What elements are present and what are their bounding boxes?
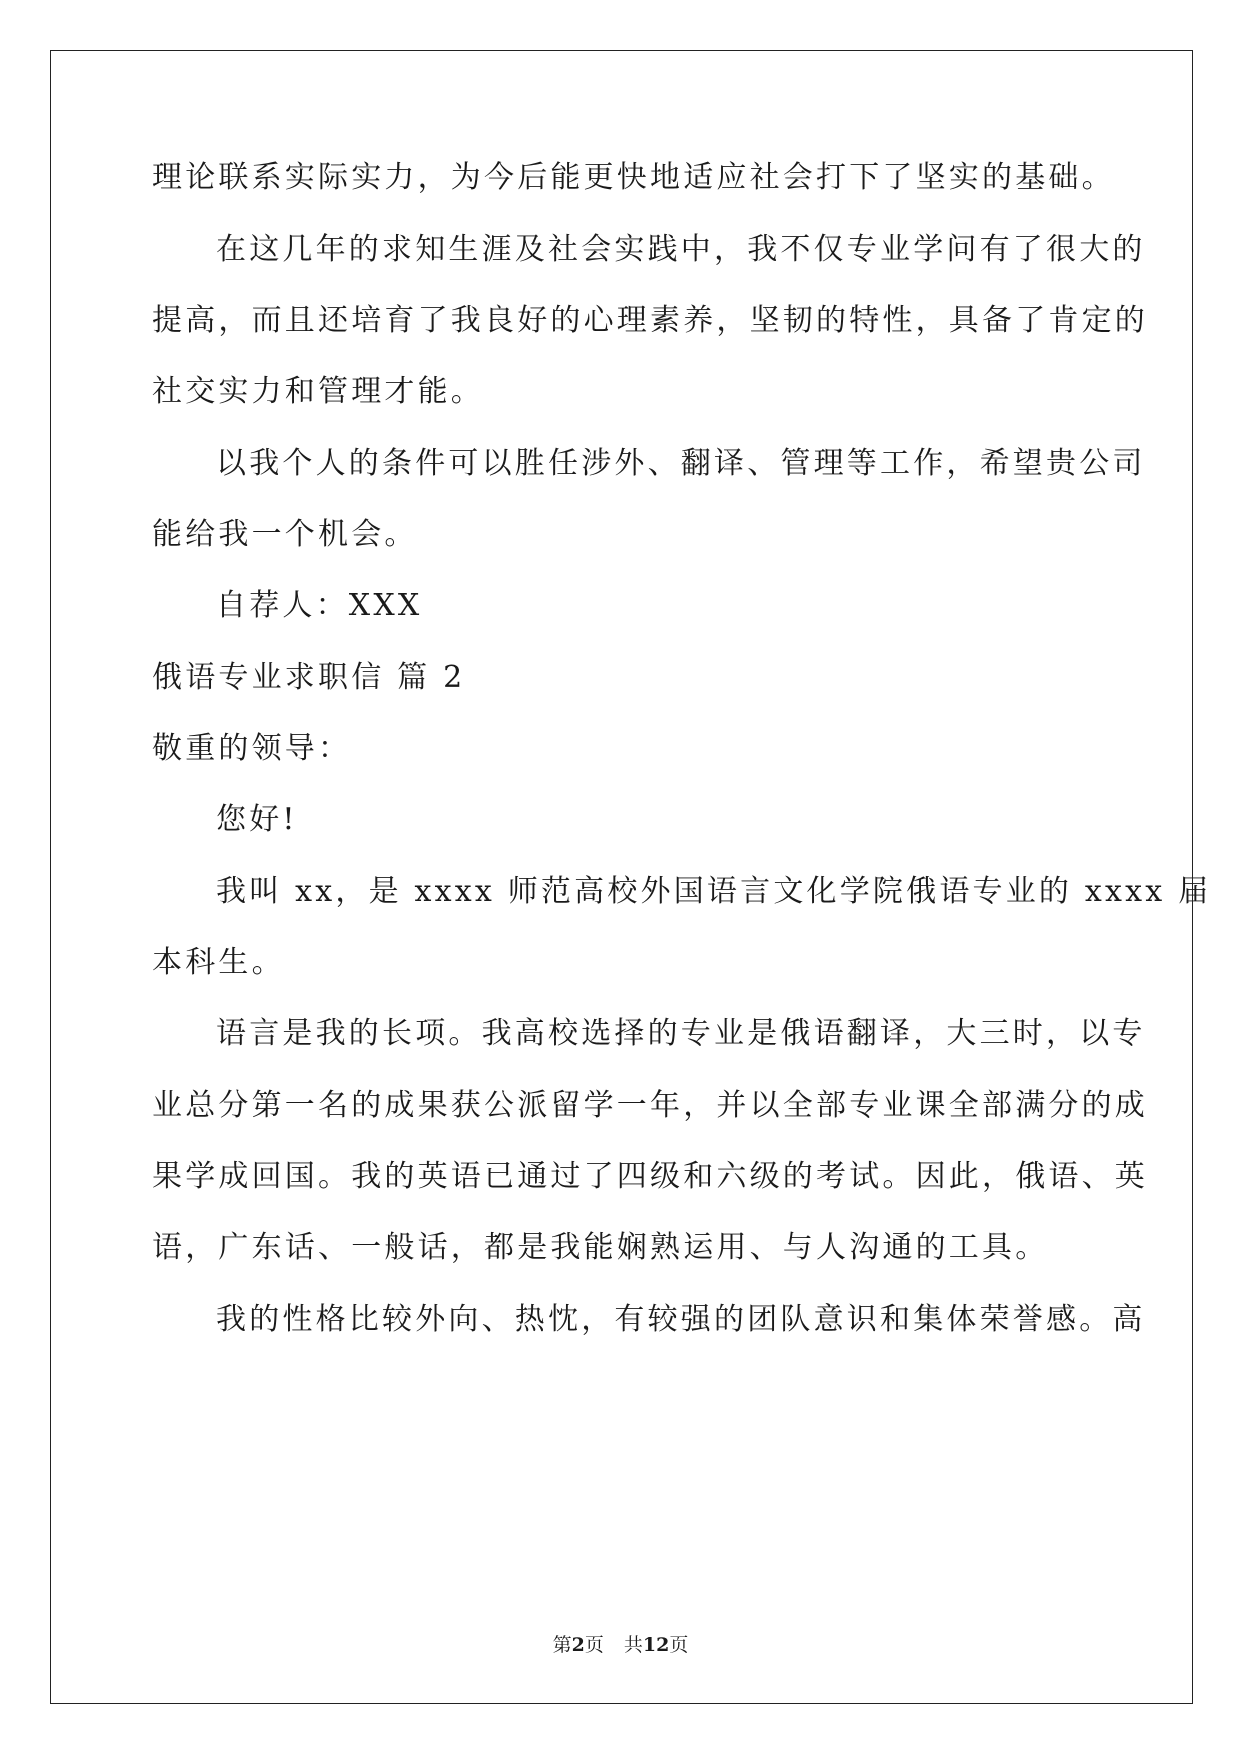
- total-suffix: 页: [669, 1634, 689, 1656]
- paragraph-start: 语言是我的长项。我高校选择的专业是俄语翻译，大三时，以专: [216, 1016, 1146, 1051]
- total-pages: 12: [642, 1634, 670, 1656]
- paragraph-start: 我叫 xx，是 xxxx 师范高校外国语言文化学院俄语专业的 xxxx 届: [216, 874, 1212, 909]
- text-line: 语，广东话、一般话，都是我能娴熟运用、与人沟通的工具。: [152, 1230, 1049, 1265]
- page-number: 2: [571, 1634, 585, 1656]
- greeting: 您好!: [216, 802, 298, 837]
- text-line: 业总分第一名的成果获公派留学一年，并以全部专业课全部满分的成: [152, 1088, 1148, 1123]
- total-prefix: 共: [623, 1634, 643, 1656]
- page-footer: [0, 1633, 1241, 1657]
- paragraph-start: 我的性格比较外向、热忱，有较强的团队意识和集体荣誉感。高: [216, 1302, 1146, 1337]
- page-suffix: 页: [584, 1634, 604, 1656]
- signature-line: 自荐人：XXX: [216, 588, 423, 623]
- text-line: 能给我一个机会。: [152, 517, 418, 552]
- paragraph-start: 以我个人的条件可以胜任涉外、翻译、管理等工作，希望贵公司: [216, 446, 1146, 481]
- text-line: 提高，而且还培育了我良好的心理素养，坚韧的特性，具备了肯定的: [152, 303, 1148, 338]
- text-line: 社交实力和管理才能。: [152, 374, 484, 409]
- text-line: 本科生。: [152, 945, 285, 980]
- salutation: 敬重的领导：: [152, 731, 352, 766]
- text-line: 果学成回国。我的英语已通过了四级和六级的考试。因此，俄语、英: [152, 1159, 1148, 1194]
- section-heading: 俄语专业求职信 篇 2: [152, 660, 466, 695]
- text-line: 理论联系实际实力，为今后能更快地适应社会打下了坚实的基础。: [152, 160, 1115, 195]
- page-prefix: 第: [552, 1634, 572, 1656]
- paragraph-start: 在这几年的求知生涯及社会实践中，我不仅专业学问有了很大的: [216, 232, 1146, 267]
